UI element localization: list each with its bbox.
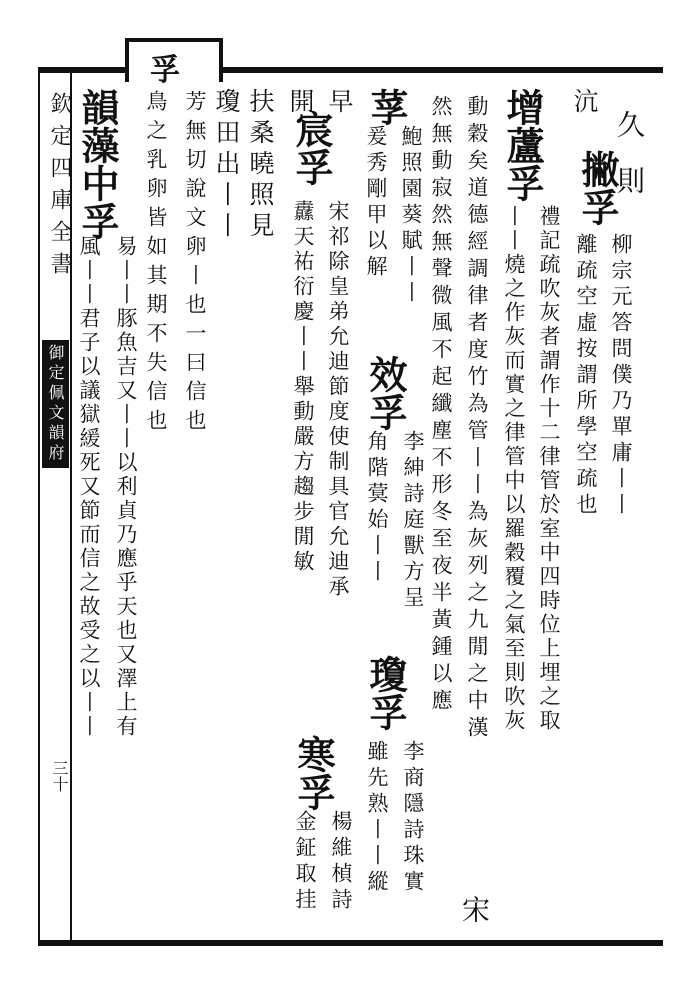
col-8-sub2: 雖先熟丨丨縱: [365, 740, 389, 896]
col-8-b: 開: [286, 88, 315, 116]
col-13-head: 韻藻中孚: [75, 88, 120, 240]
col-8-sub3: 金鉦取挂: [293, 810, 317, 914]
tab-label: 孚: [150, 53, 180, 88]
col-9: 扶桑曉照見: [246, 88, 275, 243]
col-10: 瓊田出丨丨: [212, 88, 241, 243]
col-11: 芳無切說文卵丨也一曰信也: [183, 90, 207, 438]
col-13-sub: 風丨丨君子以議獄緩死又節而信之故受之以丨丨: [77, 235, 101, 739]
col-8-main: 宋祁除皇弟允迪節度使制具官允迪承: [326, 200, 350, 600]
col-6-tail: 宋: [458, 895, 491, 926]
col-7-main: 鮑照園葵賦丨丨: [399, 125, 423, 307]
col-4-main: 禮記疏吹灰者謂作十二律管於室中四時位上埋之取: [537, 205, 561, 733]
col-8-main2: 李商隱詩珠實: [401, 740, 425, 896]
col-1: 久則: [613, 110, 646, 222]
book-title: 欽定四庫全書: [47, 92, 72, 284]
col-8-a: 早: [325, 88, 354, 116]
sub-title: 御定佩文韻府: [42, 340, 69, 468]
col-8-main3: 楊維楨詩: [329, 810, 353, 914]
col-8-head3: 寒孚: [291, 735, 336, 811]
col-7-sub2: 角階蓂始丨丨: [365, 430, 389, 586]
col-7-sub: 爰秀剛甲以解: [364, 125, 388, 281]
col-3-sub: 離疏空虛按謂所學空疏也: [574, 233, 598, 519]
col-8-head2: 瓊孚: [363, 655, 408, 731]
col-13-main: 易丨丨豚魚吉又丨丨以利貞乃應乎天也又澤上有: [114, 235, 138, 739]
col-7-main2: 李紳詩庭獸方呈: [401, 430, 425, 612]
col-2: 沆: [570, 88, 599, 116]
col-3-main: 柳宗元答問僕乃單庸丨丨: [609, 233, 633, 519]
col-8-head: 宸孚: [289, 110, 334, 186]
col-4-sub: 丨丨燒之作灰而實之律管中以羅穀覆之氣至則吹灰: [502, 205, 526, 733]
col-12: 鳥之乳卵皆如其期不失信也: [144, 90, 168, 438]
col-5: 動穀矣道德經調律者度竹為管丨丨為灰列之九閒之中漢: [465, 95, 489, 743]
col-4-head: 增蘆孚: [500, 88, 545, 202]
frame-bottom-rule: [38, 940, 663, 946]
col-7-head2: 效孚: [363, 355, 408, 431]
col-6: 然無動寂然無聲微風不起纖塵不形冬至夜半黃鍾以應: [429, 95, 453, 716]
frame-left-rule: [38, 67, 40, 946]
col-8-sub: 纛天祐衍慶丨丨舉動嚴方趨步閒敏: [291, 200, 315, 575]
col-3-head: 撇孚: [575, 150, 620, 226]
page-number: 三十: [50, 760, 69, 792]
col-7-head: 莩: [364, 88, 409, 126]
